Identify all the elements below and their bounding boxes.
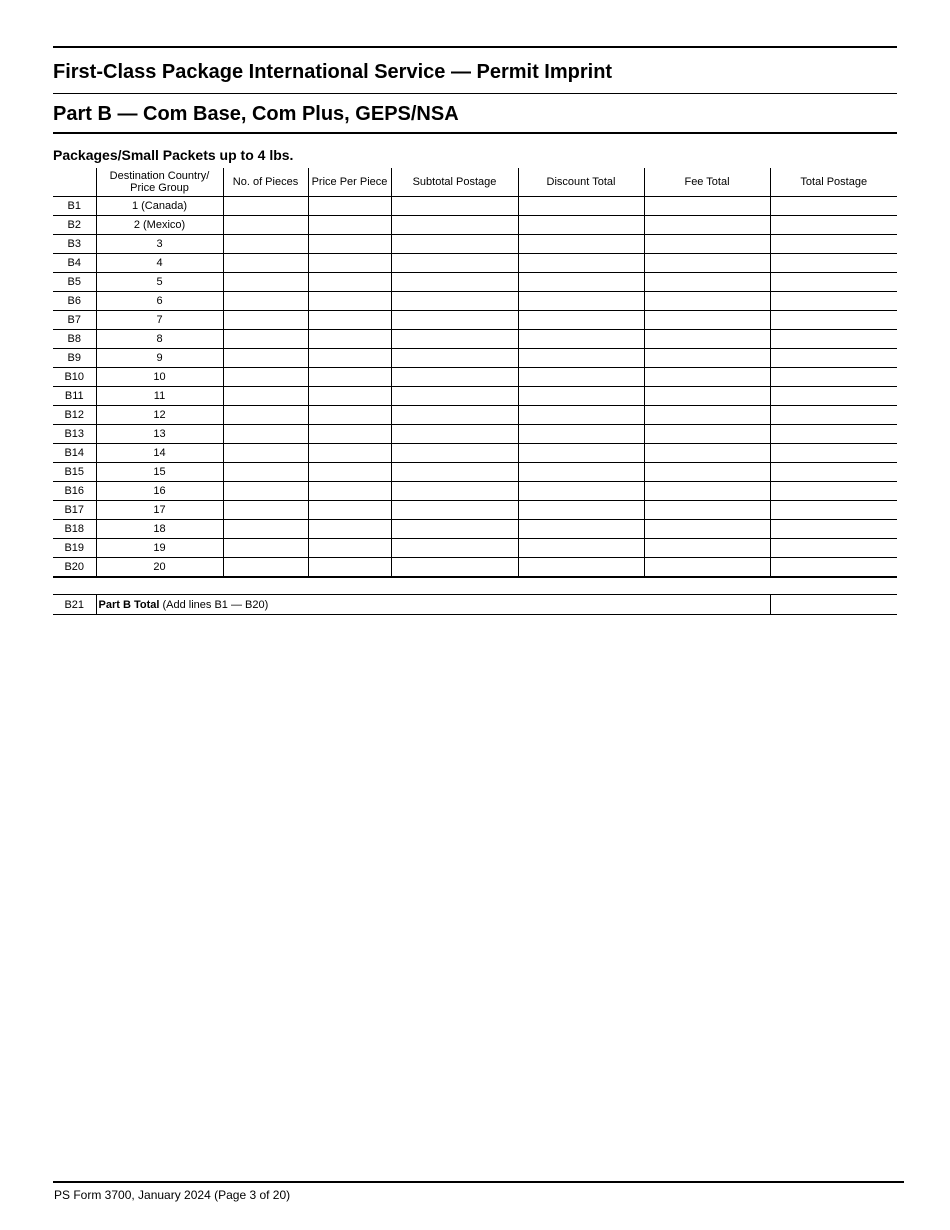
table-body <box>53 197 897 578</box>
line-id: B13 <box>53 425 96 444</box>
fee-field[interactable] <box>644 216 770 235</box>
price-per-piece-field[interactable] <box>308 463 391 482</box>
destination-price-group: 18 <box>96 520 223 539</box>
price-per-piece-field[interactable] <box>308 311 391 330</box>
destination-price-group: 1 (Canada) <box>96 197 223 216</box>
subtotal-field[interactable] <box>391 387 518 406</box>
line-id: B4 <box>53 254 96 273</box>
table-row <box>53 539 897 558</box>
price-per-piece-field[interactable] <box>308 444 391 463</box>
total-field[interactable] <box>770 311 897 330</box>
total-field[interactable] <box>770 406 897 425</box>
subtotal-field[interactable] <box>391 463 518 482</box>
form-footer: PS Form 3700, January 2024 (Page 3 of 20) <box>53 1181 904 1202</box>
destination-price-group: 20 <box>96 558 223 578</box>
destination-price-group: 2 (Mexico) <box>96 216 223 235</box>
fee-field[interactable] <box>644 292 770 311</box>
form-page <box>53 46 897 615</box>
line-id: B20 <box>53 558 96 578</box>
subtotal-field[interactable] <box>391 539 518 558</box>
column-header-line <box>53 168 96 197</box>
column-header-pieces: No. of Pieces <box>223 168 308 197</box>
total-field[interactable] <box>770 254 897 273</box>
price-per-piece-field[interactable] <box>308 387 391 406</box>
fee-field[interactable] <box>644 235 770 254</box>
price-per-piece-field[interactable] <box>308 273 391 292</box>
price-per-piece-field[interactable] <box>308 539 391 558</box>
discount-field[interactable] <box>518 235 644 254</box>
price-per-piece-field[interactable] <box>308 368 391 387</box>
price-per-piece-field[interactable] <box>308 235 391 254</box>
line-id: B12 <box>53 406 96 425</box>
postage-table <box>53 168 897 578</box>
line-id: B11 <box>53 387 96 406</box>
subtotal-field[interactable] <box>391 368 518 387</box>
destination-price-group: 12 <box>96 406 223 425</box>
discount-field[interactable] <box>518 197 644 216</box>
subtotal-field[interactable] <box>391 425 518 444</box>
pieces-field[interactable] <box>223 235 308 254</box>
fee-field[interactable] <box>644 520 770 539</box>
pieces-field[interactable] <box>223 311 308 330</box>
table-row <box>53 520 897 539</box>
table-row <box>53 330 897 349</box>
pieces-field[interactable] <box>223 501 308 520</box>
destination-price-group: 15 <box>96 463 223 482</box>
line-id: B6 <box>53 292 96 311</box>
part-total-table <box>53 594 897 615</box>
discount-field[interactable] <box>518 406 644 425</box>
price-per-piece-field[interactable] <box>308 216 391 235</box>
discount-field[interactable] <box>518 444 644 463</box>
subtotal-field[interactable] <box>391 273 518 292</box>
subtotal-field[interactable] <box>391 444 518 463</box>
part-title: Part B — Com Base, Com Plus, GEPS/NSA <box>53 103 459 125</box>
fee-field[interactable] <box>644 444 770 463</box>
price-per-piece-field[interactable] <box>308 292 391 311</box>
destination-price-group: 6 <box>96 292 223 311</box>
table-row <box>53 197 897 216</box>
discount-field[interactable] <box>518 292 644 311</box>
subtotal-field[interactable] <box>391 349 518 368</box>
table-row <box>53 406 897 425</box>
subtotal-field[interactable] <box>391 311 518 330</box>
pieces-field[interactable] <box>223 273 308 292</box>
fee-field[interactable] <box>644 387 770 406</box>
destination-price-group: 3 <box>96 235 223 254</box>
total-field[interactable] <box>770 387 897 406</box>
pieces-field[interactable] <box>223 387 308 406</box>
pieces-field[interactable] <box>223 558 308 578</box>
table-row <box>53 482 897 501</box>
discount-field[interactable] <box>518 558 644 578</box>
price-per-piece-field[interactable] <box>308 330 391 349</box>
column-header-fee: Fee Total <box>644 168 770 197</box>
fee-field[interactable] <box>644 330 770 349</box>
price-per-piece-field[interactable] <box>308 197 391 216</box>
total-field[interactable] <box>770 273 897 292</box>
table-row <box>53 311 897 330</box>
total-field[interactable] <box>770 520 897 539</box>
table-row <box>53 368 897 387</box>
line-id: B18 <box>53 520 96 539</box>
column-header-destination: Destination Country/ Price Group <box>96 168 223 197</box>
column-header-discount: Discount Total <box>518 168 644 197</box>
pieces-field[interactable] <box>223 349 308 368</box>
discount-field[interactable] <box>518 463 644 482</box>
pieces-field[interactable] <box>223 254 308 273</box>
total-field[interactable] <box>770 368 897 387</box>
pieces-field[interactable] <box>223 482 308 501</box>
line-id: B2 <box>53 216 96 235</box>
table-row <box>53 463 897 482</box>
price-per-piece-field[interactable] <box>308 501 391 520</box>
destination-price-group: 7 <box>96 311 223 330</box>
price-per-piece-field[interactable] <box>308 425 391 444</box>
destination-price-group: 5 <box>96 273 223 292</box>
total-amount-field[interactable] <box>770 595 897 615</box>
form-title: First-Class Package International Service — Permit Imprint <box>53 61 613 83</box>
subtotal-field[interactable] <box>391 501 518 520</box>
table-row <box>53 425 897 444</box>
table-row <box>53 292 897 311</box>
fee-field[interactable] <box>644 463 770 482</box>
total-field[interactable] <box>770 482 897 501</box>
section-label: Packages/Small Packets up to 4 lbs. <box>53 147 294 163</box>
pieces-field[interactable] <box>223 444 308 463</box>
line-id: B5 <box>53 273 96 292</box>
subtotal-field[interactable] <box>391 197 518 216</box>
total-line-id: B21 <box>53 595 96 615</box>
discount-field[interactable] <box>518 349 644 368</box>
subtotal-field[interactable] <box>391 254 518 273</box>
line-id: B7 <box>53 311 96 330</box>
price-per-piece-field[interactable] <box>308 482 391 501</box>
subtotal-field[interactable] <box>391 235 518 254</box>
total-field[interactable] <box>770 463 897 482</box>
total-field[interactable] <box>770 292 897 311</box>
line-id: B1 <box>53 197 96 216</box>
total-field[interactable] <box>770 235 897 254</box>
pieces-field[interactable] <box>223 216 308 235</box>
total-field[interactable] <box>770 425 897 444</box>
line-id: B14 <box>53 444 96 463</box>
line-id: B10 <box>53 368 96 387</box>
line-id: B3 <box>53 235 96 254</box>
line-id: B19 <box>53 539 96 558</box>
fee-field[interactable] <box>644 501 770 520</box>
pieces-field[interactable] <box>223 520 308 539</box>
pieces-field[interactable] <box>223 406 308 425</box>
destination-price-group: 13 <box>96 425 223 444</box>
table-row <box>53 349 897 368</box>
fee-field[interactable] <box>644 558 770 578</box>
pieces-field[interactable] <box>223 330 308 349</box>
destination-price-group: 4 <box>96 254 223 273</box>
subtotal-field[interactable] <box>391 216 518 235</box>
table-row <box>53 254 897 273</box>
total-field[interactable] <box>770 197 897 216</box>
destination-price-group: 10 <box>96 368 223 387</box>
discount-field[interactable] <box>518 425 644 444</box>
table-row <box>53 558 897 578</box>
total-label-rest: (Add lines B1 — B20) <box>159 598 269 611</box>
line-id: B17 <box>53 501 96 520</box>
discount-field[interactable] <box>518 539 644 558</box>
destination-price-group: 9 <box>96 349 223 368</box>
destination-price-group: 16 <box>96 482 223 501</box>
discount-field[interactable] <box>518 254 644 273</box>
fee-field[interactable] <box>644 273 770 292</box>
discount-field[interactable] <box>518 330 644 349</box>
destination-price-group: 19 <box>96 539 223 558</box>
discount-field[interactable] <box>518 368 644 387</box>
table-row <box>53 216 897 235</box>
fee-field[interactable] <box>644 197 770 216</box>
total-field[interactable] <box>770 216 897 235</box>
fee-field[interactable] <box>644 539 770 558</box>
discount-field[interactable] <box>518 387 644 406</box>
total-label <box>96 595 770 615</box>
pieces-field[interactable] <box>223 425 308 444</box>
fee-field[interactable] <box>644 406 770 425</box>
subtotal-field[interactable] <box>391 520 518 539</box>
discount-field[interactable] <box>518 216 644 235</box>
pieces-field[interactable] <box>223 368 308 387</box>
discount-field[interactable] <box>518 311 644 330</box>
subtotal-field[interactable] <box>391 330 518 349</box>
pieces-field[interactable] <box>223 197 308 216</box>
price-per-piece-field[interactable] <box>308 520 391 539</box>
table-row <box>53 501 897 520</box>
subtotal-field[interactable] <box>391 482 518 501</box>
discount-field[interactable] <box>518 520 644 539</box>
part-total-row <box>53 595 897 615</box>
pieces-field[interactable] <box>223 463 308 482</box>
table-header-row <box>53 168 897 197</box>
destination-price-group: 11 <box>96 387 223 406</box>
subtotal-field[interactable] <box>391 558 518 578</box>
destination-price-group: 17 <box>96 501 223 520</box>
price-per-piece-field[interactable] <box>308 558 391 578</box>
fee-field[interactable] <box>644 254 770 273</box>
table-row <box>53 387 897 406</box>
total-field[interactable] <box>770 558 897 578</box>
discount-field[interactable] <box>518 273 644 292</box>
total-label-bold: Part B Total <box>98 598 160 611</box>
subtotal-field[interactable] <box>391 292 518 311</box>
pieces-field[interactable] <box>223 292 308 311</box>
line-id: B15 <box>53 463 96 482</box>
table-row <box>53 273 897 292</box>
total-field[interactable] <box>770 444 897 463</box>
total-field[interactable] <box>770 349 897 368</box>
table-row <box>53 235 897 254</box>
line-id: B16 <box>53 482 96 501</box>
fee-field[interactable] <box>644 349 770 368</box>
column-header-price-per-piece: Price Per Piece <box>308 168 391 197</box>
table-row <box>53 444 897 463</box>
pieces-field[interactable] <box>223 539 308 558</box>
fee-field[interactable] <box>644 368 770 387</box>
line-id: B8 <box>53 330 96 349</box>
destination-price-group: 14 <box>96 444 223 463</box>
discount-field[interactable] <box>518 482 644 501</box>
total-field[interactable] <box>770 330 897 349</box>
price-per-piece-field[interactable] <box>308 254 391 273</box>
price-per-piece-field[interactable] <box>308 349 391 368</box>
fee-field[interactable] <box>644 482 770 501</box>
total-field[interactable] <box>770 539 897 558</box>
subtotal-field[interactable] <box>391 406 518 425</box>
line-id: B9 <box>53 349 96 368</box>
column-header-total: Total Postage <box>770 168 897 197</box>
fee-field[interactable] <box>644 311 770 330</box>
column-header-subtotal: Subtotal Postage <box>391 168 518 197</box>
discount-field[interactable] <box>518 501 644 520</box>
destination-price-group: 8 <box>96 330 223 349</box>
fee-field[interactable] <box>644 425 770 444</box>
part-divider <box>53 132 897 134</box>
price-per-piece-field[interactable] <box>308 406 391 425</box>
total-field[interactable] <box>770 501 897 520</box>
